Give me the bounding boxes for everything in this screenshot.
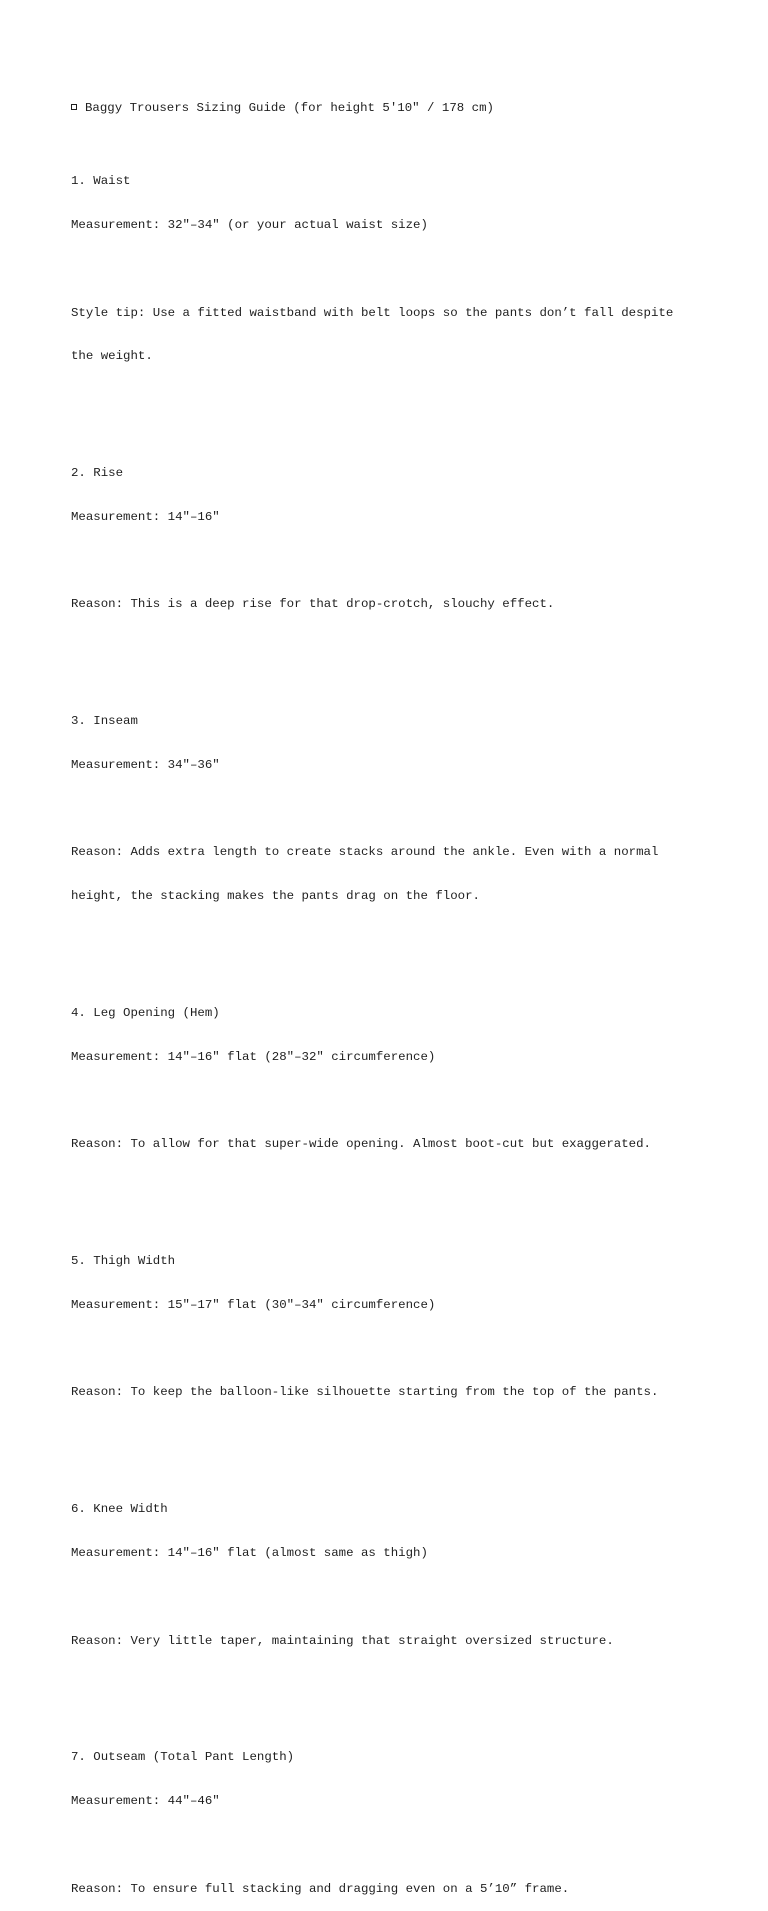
section-measurement-knee-width: Measurement: 14"–16" flat (almost same as thigh) xyxy=(71,1545,428,1560)
document-title: Baggy Trousers Sizing Guide (for height 5'10" / 178 cm) xyxy=(85,101,494,116)
box-icon xyxy=(71,104,77,110)
section-heading-rise: 2. Rise xyxy=(71,466,124,481)
blank-line xyxy=(71,1181,701,1196)
section-measurement-inseam: Measurement: 34"–36" xyxy=(71,757,220,772)
section-note-outseam: Reason: To ensure full stacking and dragging even on a 5’10” frame. xyxy=(71,1881,570,1896)
section-note-leg-opening: Reason: To allow for that super-wide opening. Almost boot-cut but exaggerated. xyxy=(71,1137,651,1152)
section-note-waist-line-2: the weight. xyxy=(71,349,153,364)
document-page xyxy=(71,72,701,1911)
blank-line xyxy=(71,1342,701,1357)
blank-line xyxy=(71,802,701,817)
section-note-thigh-width: Reason: To keep the balloon-like silhouette starting from the top of the pants. xyxy=(71,1385,659,1400)
section-heading-waist: 1. Waist xyxy=(71,174,131,189)
section-measurement-waist: Measurement: 32"–34" (or your actual waist size) xyxy=(71,217,428,232)
section-heading-knee-width: 6. Knee Width xyxy=(71,1502,168,1517)
section-measurement-outseam: Measurement: 44"–46" xyxy=(71,1794,220,1809)
section-note-waist-line-1: Style tip: Use a fitted waistband with belt loops so the pants don’t fall despite xyxy=(71,305,674,320)
section-note-knee-width: Reason: Very little taper, maintaining that straight oversized structure. xyxy=(71,1633,614,1648)
blank-line xyxy=(71,393,701,408)
blank-line xyxy=(71,1838,701,1853)
blank-line xyxy=(71,262,701,277)
blank-line xyxy=(71,933,701,948)
blank-line xyxy=(71,641,701,656)
blank-line xyxy=(71,1094,701,1109)
blank-line xyxy=(71,554,701,569)
section-measurement-thigh-width: Measurement: 15"–17" flat (30"–34" circumference) xyxy=(71,1297,436,1312)
section-heading-inseam: 3. Inseam xyxy=(71,714,138,729)
blank-line xyxy=(71,1677,701,1692)
blank-line xyxy=(71,1590,701,1605)
blank-line xyxy=(71,1429,701,1444)
section-note-inseam-line-2: height, the stacking makes the pants drag on the floor. xyxy=(71,889,480,904)
section-heading-leg-opening: 4. Leg Opening (Hem) xyxy=(71,1006,220,1020)
section-note-rise: Reason: This is a deep rise for that drop-crotch, slouchy effect. xyxy=(71,597,555,612)
section-measurement-rise: Measurement: 14"–16" xyxy=(71,509,220,524)
section-heading-thigh-width: 5. Thigh Width xyxy=(71,1254,176,1269)
section-measurement-leg-opening: Measurement: 14"–16" flat (28"–32" circumference) xyxy=(71,1049,436,1064)
section-note-inseam-line-1: Reason: Adds extra length to create stacks around the ankle. Even with a normal xyxy=(71,845,659,860)
document-title-line xyxy=(71,101,701,116)
section-heading-outseam: 7. Outseam (Total Pant Length) xyxy=(71,1750,295,1765)
